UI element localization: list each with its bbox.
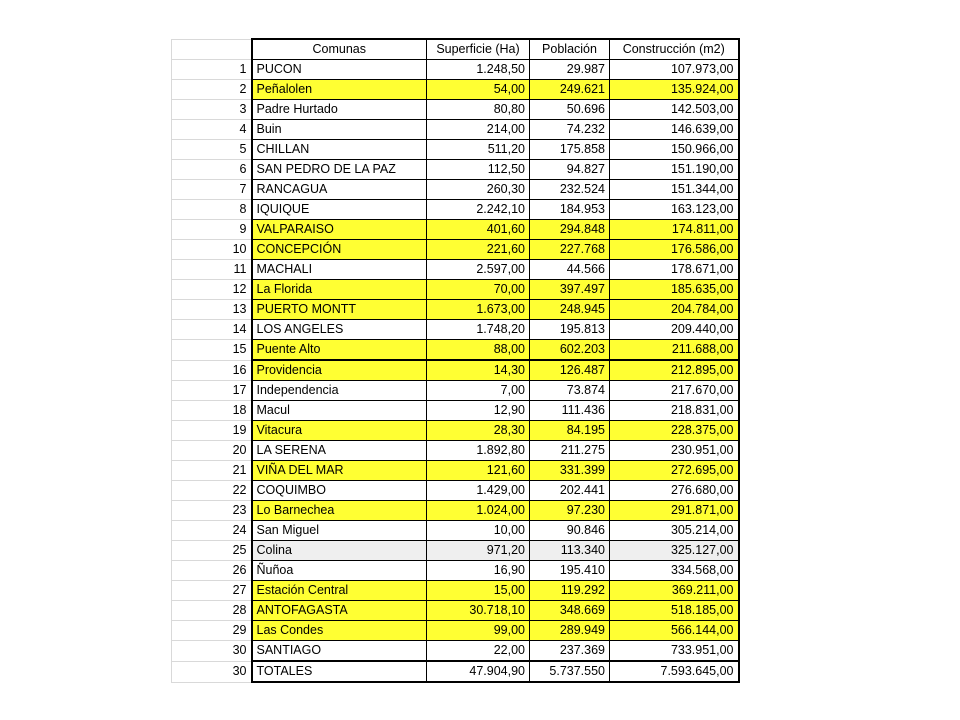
table-row — [172, 140, 739, 160]
table-row — [172, 401, 739, 421]
superficie-cell[interactable]: 511,20 — [427, 140, 530, 160]
superficie-cell[interactable]: 971,20 — [427, 541, 530, 561]
table-row — [172, 561, 739, 581]
comuna-cell[interactable]: RANCAGUA — [252, 180, 427, 200]
poblacion-cell[interactable]: 348.669 — [530, 601, 610, 621]
poblacion-cell[interactable]: 126.487 — [530, 360, 610, 381]
row-number-cell[interactable]: 27 — [172, 581, 252, 601]
table-row — [172, 360, 739, 381]
comuna-cell[interactable]: PUCON — [252, 60, 427, 80]
table-row — [172, 100, 739, 120]
table-row — [172, 280, 739, 300]
construccion-cell[interactable]: 230.951,00 — [610, 441, 739, 461]
comuna-cell[interactable]: VALPARAISO — [252, 220, 427, 240]
construccion-cell[interactable]: 518.185,00 — [610, 601, 739, 621]
row-number-cell[interactable]: 30 — [172, 641, 252, 662]
construccion-cell[interactable]: 291.871,00 — [610, 501, 739, 521]
construccion-cell[interactable]: 276.680,00 — [610, 481, 739, 501]
superficie-cell[interactable]: 80,80 — [427, 100, 530, 120]
row-number-cell[interactable]: 5 — [172, 140, 252, 160]
superficie-cell[interactable]: 12,90 — [427, 401, 530, 421]
comuna-cell[interactable]: Vitacura — [252, 421, 427, 441]
construccion-cell[interactable]: 369.211,00 — [610, 581, 739, 601]
row-number-cell[interactable]: 21 — [172, 461, 252, 481]
poblacion-cell[interactable]: 94.827 — [530, 160, 610, 180]
table-row — [172, 300, 739, 320]
row-number-cell[interactable]: 8 — [172, 200, 252, 220]
superficie-cell[interactable]: 88,00 — [427, 340, 530, 361]
construccion-cell[interactable]: 151.190,00 — [610, 160, 739, 180]
row-number-cell[interactable]: 20 — [172, 441, 252, 461]
poblacion-cell[interactable]: 175.858 — [530, 140, 610, 160]
superficie-cell[interactable]: 112,50 — [427, 160, 530, 180]
poblacion-cell[interactable]: 119.292 — [530, 581, 610, 601]
comuna-cell[interactable]: LOS ANGELES — [252, 320, 427, 340]
comuna-cell[interactable]: Padre Hurtado — [252, 100, 427, 120]
comuna-cell[interactable]: Independencia — [252, 381, 427, 401]
construccion-cell[interactable]: 176.586,00 — [610, 240, 739, 260]
table-row — [172, 441, 739, 461]
comuna-cell[interactable]: Ñuñoa — [252, 561, 427, 581]
superficie-cell[interactable]: 2.242,10 — [427, 200, 530, 220]
construccion-cell[interactable]: 334.568,00 — [610, 561, 739, 581]
comuna-cell[interactable]: Colina — [252, 541, 427, 561]
row-number-cell[interactable]: 19 — [172, 421, 252, 441]
row-number-cell[interactable]: 25 — [172, 541, 252, 561]
comuna-cell[interactable]: San Miguel — [252, 521, 427, 541]
table-row — [172, 481, 739, 501]
table-row — [172, 641, 739, 662]
row-number-cell[interactable]: 1 — [172, 60, 252, 80]
table-row — [172, 160, 739, 180]
header-construccion[interactable]: Construcción (m2) — [610, 39, 739, 60]
row-number-cell[interactable]: 26 — [172, 561, 252, 581]
poblacion-cell[interactable]: 73.874 — [530, 381, 610, 401]
poblacion-cell[interactable]: 232.524 — [530, 180, 610, 200]
row-number-cell[interactable]: 29 — [172, 621, 252, 641]
comuna-cell[interactable]: Puente Alto — [252, 340, 427, 361]
row-number-cell[interactable]: 6 — [172, 160, 252, 180]
comuna-cell[interactable]: IQUIQUE — [252, 200, 427, 220]
comuna-cell[interactable]: LA SERENA — [252, 441, 427, 461]
comuna-cell[interactable]: TOTALES — [252, 661, 427, 682]
comuna-cell[interactable]: VIÑA DEL MAR — [252, 461, 427, 481]
superficie-cell[interactable]: 47.904,90 — [427, 661, 530, 682]
row-number-cell[interactable]: 9 — [172, 220, 252, 240]
row-number-cell[interactable]: 23 — [172, 501, 252, 521]
poblacion-cell[interactable]: 227.768 — [530, 240, 610, 260]
comuna-cell[interactable]: SANTIAGO — [252, 641, 427, 662]
table-row — [172, 421, 739, 441]
poblacion-cell[interactable]: 184.953 — [530, 200, 610, 220]
superficie-cell[interactable]: 1.248,50 — [427, 60, 530, 80]
row-number-cell[interactable]: 14 — [172, 320, 252, 340]
superficie-cell[interactable]: 214,00 — [427, 120, 530, 140]
poblacion-cell[interactable]: 211.275 — [530, 441, 610, 461]
poblacion-cell[interactable]: 248.945 — [530, 300, 610, 320]
header-row — [172, 39, 739, 60]
comuna-cell[interactable]: SAN PEDRO DE LA PAZ — [252, 160, 427, 180]
superficie-cell[interactable]: 99,00 — [427, 621, 530, 641]
table-row — [172, 240, 739, 260]
table-row — [172, 461, 739, 481]
row-number-cell[interactable]: 4 — [172, 120, 252, 140]
table-row — [172, 501, 739, 521]
construccion-cell[interactable]: 135.924,00 — [610, 80, 739, 100]
comuna-cell[interactable]: Estación Central — [252, 581, 427, 601]
poblacion-cell[interactable]: 249.621 — [530, 80, 610, 100]
poblacion-cell[interactable]: 195.410 — [530, 561, 610, 581]
poblacion-cell[interactable]: 5.737.550 — [530, 661, 610, 682]
superficie-cell[interactable]: 70,00 — [427, 280, 530, 300]
table-row — [172, 381, 739, 401]
table-row — [172, 220, 739, 240]
construccion-cell[interactable]: 211.688,00 — [610, 340, 739, 361]
poblacion-cell[interactable]: 97.230 — [530, 501, 610, 521]
poblacion-cell[interactable]: 202.441 — [530, 481, 610, 501]
construccion-cell[interactable]: 209.440,00 — [610, 320, 739, 340]
poblacion-cell[interactable]: 44.566 — [530, 260, 610, 280]
table-row — [172, 521, 739, 541]
table-row — [172, 260, 739, 280]
construccion-cell[interactable]: 107.973,00 — [610, 60, 739, 80]
table-row — [172, 541, 739, 561]
superficie-cell[interactable]: 121,60 — [427, 461, 530, 481]
comuna-cell[interactable]: Providencia — [252, 360, 427, 381]
construccion-cell[interactable]: 212.895,00 — [610, 360, 739, 381]
superficie-cell[interactable]: 401,60 — [427, 220, 530, 240]
superficie-cell[interactable]: 28,30 — [427, 421, 530, 441]
construccion-cell[interactable]: 272.695,00 — [610, 461, 739, 481]
poblacion-cell[interactable]: 289.949 — [530, 621, 610, 641]
table-row — [172, 581, 739, 601]
superficie-cell[interactable]: 7,00 — [427, 381, 530, 401]
header-index-cell[interactable] — [172, 39, 252, 60]
row-number-cell[interactable]: 2 — [172, 80, 252, 100]
poblacion-cell[interactable]: 29.987 — [530, 60, 610, 80]
table-row — [172, 200, 739, 220]
row-number-cell[interactable]: 12 — [172, 280, 252, 300]
superficie-cell[interactable]: 16,90 — [427, 561, 530, 581]
table-row — [172, 320, 739, 340]
superficie-cell[interactable]: 2.597,00 — [427, 260, 530, 280]
construccion-cell[interactable]: 305.214,00 — [610, 521, 739, 541]
construccion-cell[interactable]: 7.593.645,00 — [610, 661, 739, 682]
superficie-cell[interactable]: 30.718,10 — [427, 601, 530, 621]
comuna-cell[interactable]: Peñalolen — [252, 80, 427, 100]
totals-row — [172, 661, 739, 682]
poblacion-cell[interactable]: 90.846 — [530, 521, 610, 541]
superficie-cell[interactable]: 15,00 — [427, 581, 530, 601]
table-row — [172, 340, 739, 361]
poblacion-cell[interactable]: 74.232 — [530, 120, 610, 140]
table-row — [172, 621, 739, 641]
construccion-cell[interactable]: 151.344,00 — [610, 180, 739, 200]
superficie-cell[interactable]: 22,00 — [427, 641, 530, 662]
superficie-cell[interactable]: 14,30 — [427, 360, 530, 381]
comuna-cell[interactable]: CHILLAN — [252, 140, 427, 160]
poblacion-cell[interactable]: 237.369 — [530, 641, 610, 662]
table-row — [172, 601, 739, 621]
table-row — [172, 60, 739, 80]
superficie-cell[interactable]: 10,00 — [427, 521, 530, 541]
comuna-cell[interactable]: CONCEPCIÓN — [252, 240, 427, 260]
row-number-cell[interactable]: 30 — [172, 661, 252, 682]
construccion-cell[interactable]: 217.670,00 — [610, 381, 739, 401]
row-number-cell[interactable]: 18 — [172, 401, 252, 421]
poblacion-cell[interactable]: 331.399 — [530, 461, 610, 481]
poblacion-cell[interactable]: 602.203 — [530, 340, 610, 361]
row-number-cell[interactable]: 3 — [172, 100, 252, 120]
comuna-cell[interactable]: La Florida — [252, 280, 427, 300]
construccion-cell[interactable]: 733.951,00 — [610, 641, 739, 662]
row-number-cell[interactable]: 11 — [172, 260, 252, 280]
superficie-cell[interactable]: 1.429,00 — [427, 481, 530, 501]
construccion-cell[interactable]: 178.671,00 — [610, 260, 739, 280]
superficie-cell[interactable]: 1.892,80 — [427, 441, 530, 461]
superficie-cell[interactable]: 1.024,00 — [427, 501, 530, 521]
row-number-cell[interactable]: 16 — [172, 360, 252, 381]
comuna-cell[interactable]: MACHALI — [252, 260, 427, 280]
row-number-cell[interactable]: 17 — [172, 381, 252, 401]
table-row — [172, 180, 739, 200]
construccion-cell[interactable]: 146.639,00 — [610, 120, 739, 140]
construccion-cell[interactable]: 142.503,00 — [610, 100, 739, 120]
comuna-cell[interactable]: Buin — [252, 120, 427, 140]
construccion-cell[interactable]: 163.123,00 — [610, 200, 739, 220]
comuna-cell[interactable]: Lo Barnechea — [252, 501, 427, 521]
construccion-cell[interactable]: 185.635,00 — [610, 280, 739, 300]
superficie-cell[interactable]: 1.673,00 — [427, 300, 530, 320]
poblacion-cell[interactable]: 50.696 — [530, 100, 610, 120]
construccion-cell[interactable]: 566.144,00 — [610, 621, 739, 641]
poblacion-cell[interactable]: 397.497 — [530, 280, 610, 300]
construccion-cell[interactable]: 204.784,00 — [610, 300, 739, 320]
table-row — [172, 120, 739, 140]
poblacion-cell[interactable]: 111.436 — [530, 401, 610, 421]
row-number-cell[interactable]: 24 — [172, 521, 252, 541]
superficie-cell[interactable]: 54,00 — [427, 80, 530, 100]
construccion-cell[interactable]: 325.127,00 — [610, 541, 739, 561]
row-number-cell[interactable]: 13 — [172, 300, 252, 320]
comuna-cell[interactable]: COQUIMBO — [252, 481, 427, 501]
construccion-cell[interactable]: 218.831,00 — [610, 401, 739, 421]
header-poblacion[interactable]: Población — [530, 39, 610, 60]
header-superficie[interactable]: Superficie (Ha) — [427, 39, 530, 60]
poblacion-cell[interactable]: 113.340 — [530, 541, 610, 561]
comuna-cell[interactable]: PUERTO MONTT — [252, 300, 427, 320]
header-comunas[interactable]: Comunas — [252, 39, 427, 60]
comuna-cell[interactable]: Macul — [252, 401, 427, 421]
comuna-cell[interactable]: Las Condes — [252, 621, 427, 641]
row-number-cell[interactable]: 10 — [172, 240, 252, 260]
row-number-cell[interactable]: 28 — [172, 601, 252, 621]
comunas-table — [171, 38, 740, 683]
row-number-cell[interactable]: 15 — [172, 340, 252, 361]
poblacion-cell[interactable]: 195.813 — [530, 320, 610, 340]
construccion-cell[interactable]: 228.375,00 — [610, 421, 739, 441]
construccion-cell[interactable]: 174.811,00 — [610, 220, 739, 240]
row-number-cell[interactable]: 7 — [172, 180, 252, 200]
poblacion-cell[interactable]: 294.848 — [530, 220, 610, 240]
construccion-cell[interactable]: 150.966,00 — [610, 140, 739, 160]
poblacion-cell[interactable]: 84.195 — [530, 421, 610, 441]
comuna-cell[interactable]: ANTOFAGASTA — [252, 601, 427, 621]
row-number-cell[interactable]: 22 — [172, 481, 252, 501]
table-row — [172, 80, 739, 100]
superficie-cell[interactable]: 1.748,20 — [427, 320, 530, 340]
superficie-cell[interactable]: 260,30 — [427, 180, 530, 200]
superficie-cell[interactable]: 221,60 — [427, 240, 530, 260]
